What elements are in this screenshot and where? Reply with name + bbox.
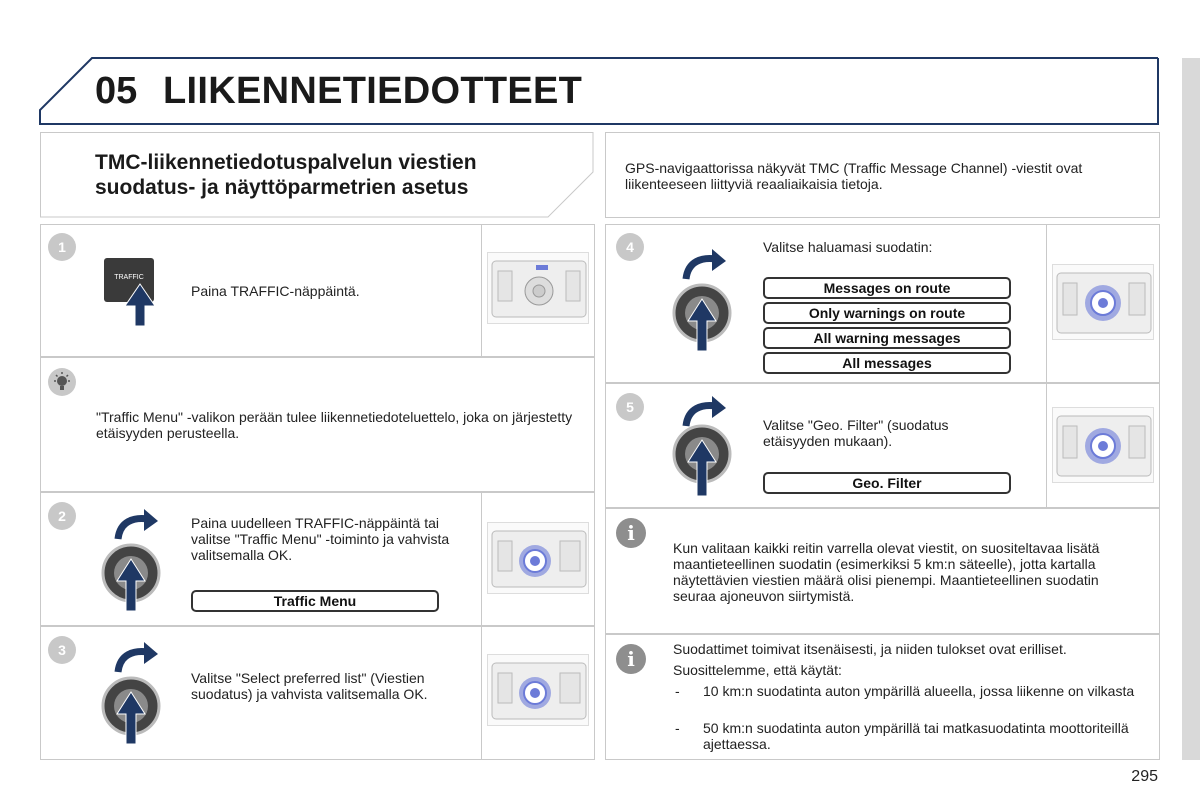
section-title: TMC-liikennetiedotuspalvelun viestien suodatus- ja näyttöparmetrien asetus [95,151,477,199]
step-4-text: Valitse haluamasi suodatin: [763,239,933,255]
console-thumbnail [1052,407,1154,483]
lamp-icon [48,368,76,396]
chapter-number: 05 [95,70,138,112]
bullet-dash: - [675,720,680,736]
info-icon: i [616,644,646,674]
info-2-bullet: 50 km:n suodatinta auton ympärillä tai matkasuodatinta moottoriteillä ajettaessa. [703,720,1129,752]
console-thumbnail [487,252,589,324]
filter-option-messages-on-route[interactable]: Messages on route [763,277,1011,299]
console-thumbnail [1052,264,1154,340]
info-icon: i [616,518,646,548]
step-badge: 5 [616,393,644,421]
filter-option-all-messages[interactable]: All messages [763,352,1011,374]
side-tab [1182,58,1200,760]
filter-option-only-warnings-on-route[interactable]: Only warnings on route [763,302,1011,324]
filter-option-all-warning-messages[interactable]: All warning messages [763,327,1011,349]
step-3-text: Valitse "Select preferred list" (Viestien suodatus) ja vahvista valitsemalla OK. [191,670,428,702]
info-2-bullet: 10 km:n suodatinta auton ympärillä alueella, jossa liikenne on vilkasta [703,683,1135,699]
tip-text: "Traffic Menu" -valikon perään tulee liikennetiedoteluettelo, joka on järjestetty etäisyyden perusteella. [96,409,573,441]
rotary-knob-icon [668,245,738,355]
arrow-up-icon [123,282,157,328]
rotary-knob-icon [100,505,170,615]
rotary-knob-icon [668,392,738,502]
rotary-knob-icon [100,638,170,748]
info-2-line-1: Suodattimet toimivat itsenäisesti, ja niiden tulokset ovat erilliset. [673,641,1067,657]
bullet-dash: - [675,683,680,699]
step-badge: 4 [616,233,644,261]
menu-pill-traffic-menu[interactable]: Traffic Menu [191,590,439,612]
filter-option-geo-filter[interactable]: Geo. Filter [763,472,1011,494]
console-thumbnail [487,522,589,594]
info-1-text: Kun valitaan kaikki reitin varrella olevat viestit, on suositeltavaa lisätä maantieteellinen suodatin (esimerkiksi 5 km:n säteelle), jotta kartalla näytettävien viestien määrä olisi pienempi. Maantieteellinen suodatin seuraa ajoneuvon siirtymistä. [673,540,1100,604]
page-number: 295 [1131,768,1158,785]
info-2-line-2: Suosittelemme, että käytät: [673,662,842,678]
chapter-title: LIIKENNETIEDOTTEET [163,70,583,112]
traffic-key-label: TRAFFIC [114,274,144,281]
intro-text: GPS-navigaattorissa näkyvät TMC (Traffic Message Channel) -viestit ovat liikenteeseen liittyviä reaaliaikaisia tietoja. [625,160,1083,192]
step-badge: 3 [48,636,76,664]
step-2-text: Paina uudelleen TRAFFIC-näppäintä tai valitse "Traffic Menu" -toiminto ja vahvista valitsemalla OK. [191,515,450,563]
lamp-badge [48,368,76,396]
console-thumbnail [487,654,589,726]
step-badge: 1 [48,233,76,261]
step-5-text: Valitse "Geo. Filter" (suodatus etäisyyden mukaan). [763,417,949,449]
step-badge: 2 [48,502,76,530]
step-1-text: Paina TRAFFIC-näppäintä. [191,283,360,299]
